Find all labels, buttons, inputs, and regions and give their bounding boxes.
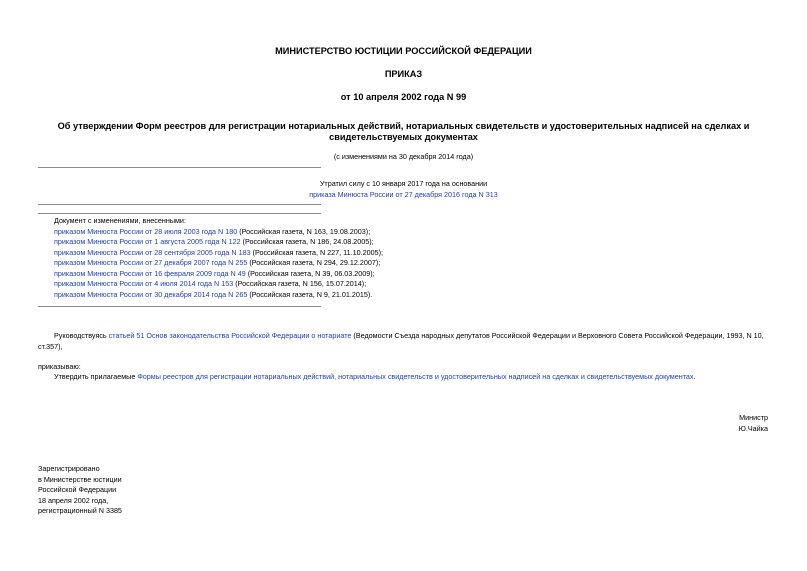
list-item: [54, 237, 383, 248]
document-date-number: от 10 апреля 2002 года N 99: [340, 92, 467, 102]
amendment-link[interactable]: приказом Минюста России от 27 декабря 2007 года N 255: [54, 258, 248, 267]
amendment-link[interactable]: приказом Минюста России от 1 августа 2005 года N 122: [54, 237, 241, 246]
list-item: [54, 248, 383, 259]
order-word: приказываю:: [38, 362, 81, 371]
registration-line: Российской Федерации: [38, 485, 117, 494]
amendment-link[interactable]: приказом Минюста России от 28 сентября 2005 года N 183: [54, 247, 251, 257]
registration-block: [38, 464, 122, 517]
amendment-source: (Российская газета, N 156, 15.07.2014);: [233, 279, 367, 288]
approve-paragraph: [54, 372, 696, 383]
basis-line-1: [38, 331, 778, 342]
expired-notice-link[interactable]: приказа Минюста России от 27 декабря 2016 года N 313: [309, 189, 498, 199]
amendment-link[interactable]: приказом Минюста России от 16 февраля 2009 года N 49: [54, 268, 246, 278]
amendment-source: (Российская газета, N 163, 19.08.2003);: [237, 226, 371, 236]
amendment-link[interactable]: приказом Минюста России от 28 июля 2003 года N 180: [54, 226, 238, 236]
expired-notice-text: Утратил силу с 10 января 2017 года на основании: [319, 179, 488, 188]
registration-line: регистрационный N 3385: [38, 506, 122, 515]
basis-paragraph: [38, 331, 778, 352]
revision-note: (с изменениями на 30 декабря 2014 года): [333, 152, 474, 161]
divider: [38, 213, 321, 214]
amendments-heading: Документ с изменениями, внесенными:: [54, 216, 186, 225]
document-type: ПРИКАЗ: [384, 69, 423, 79]
divider: [38, 204, 321, 205]
signature-block: [739, 413, 768, 434]
basis-suffix: (Ведомости Съезда народных депутатов Российской Федерации и Верховного Совета Российской Федерации, 1993, N 10,: [351, 331, 764, 340]
list-item: [54, 279, 383, 290]
basis-prefix: Руководствуясь: [54, 331, 109, 340]
registration-line: в Министерстве юстиции: [38, 474, 122, 484]
amendment-source: (Российская газета, N 9, 21.01.2015).: [247, 289, 373, 299]
amendment-source: (Российская газета, N 186, 24.08.2005);: [240, 237, 374, 246]
divider: [38, 306, 321, 307]
signature-position: Министр: [739, 413, 768, 422]
basis-link[interactable]: статьей 51 Основ законодательства Российской Федерации о нотариате: [108, 331, 352, 340]
divider: [38, 167, 321, 168]
registration-line: Зарегистрировано: [38, 464, 100, 473]
document-title: [0, 121, 807, 143]
signature-name: Ю.Чайка: [738, 423, 768, 433]
amendment-link[interactable]: приказом Минюста России от 30 декабря 2014 года N 265: [54, 289, 248, 299]
document-title-line-2: свидетельствуемых документах: [329, 132, 478, 142]
registration-line: 18 апреля 2002 года,: [38, 495, 109, 505]
list-item: [54, 227, 383, 238]
expired-notice: [0, 179, 807, 200]
approve-link[interactable]: Формы реестров для регистрации нотариальных действий, нотариальных свидетельств и удостоверительных надписей на сделках и свидетельствуемых документах: [137, 372, 694, 381]
list-item: [54, 269, 383, 280]
approve-suffix: .: [693, 372, 696, 381]
basis-line-2: ст.357),: [38, 341, 63, 351]
list-item: [54, 290, 383, 301]
amendment-source: (Российская газета, N 39, 06.03.2009);: [245, 268, 375, 278]
amendment-source: (Российская газета, N 227, 11.10.2005);: [250, 247, 384, 257]
approve-prefix: Утвердить прилагаемые: [54, 372, 138, 381]
list-item: [54, 258, 383, 269]
document-title-line-1: Об утверждении Форм реестров для регистрации нотариальных действий, нотариальных свидетельств и удостоверительных надписей на сделках и: [57, 121, 750, 131]
amendment-source: (Российская газета, N 294, 29.12.2007);: [247, 258, 381, 267]
amendments-block: [54, 216, 383, 300]
amendment-link[interactable]: приказом Минюста России от 4 июля 2014 года N 153: [54, 279, 234, 288]
ministry-name: МИНИСТЕРСТВО ЮСТИЦИИ РОССИЙСКОЙ ФЕДЕРАЦИИ: [275, 46, 532, 56]
